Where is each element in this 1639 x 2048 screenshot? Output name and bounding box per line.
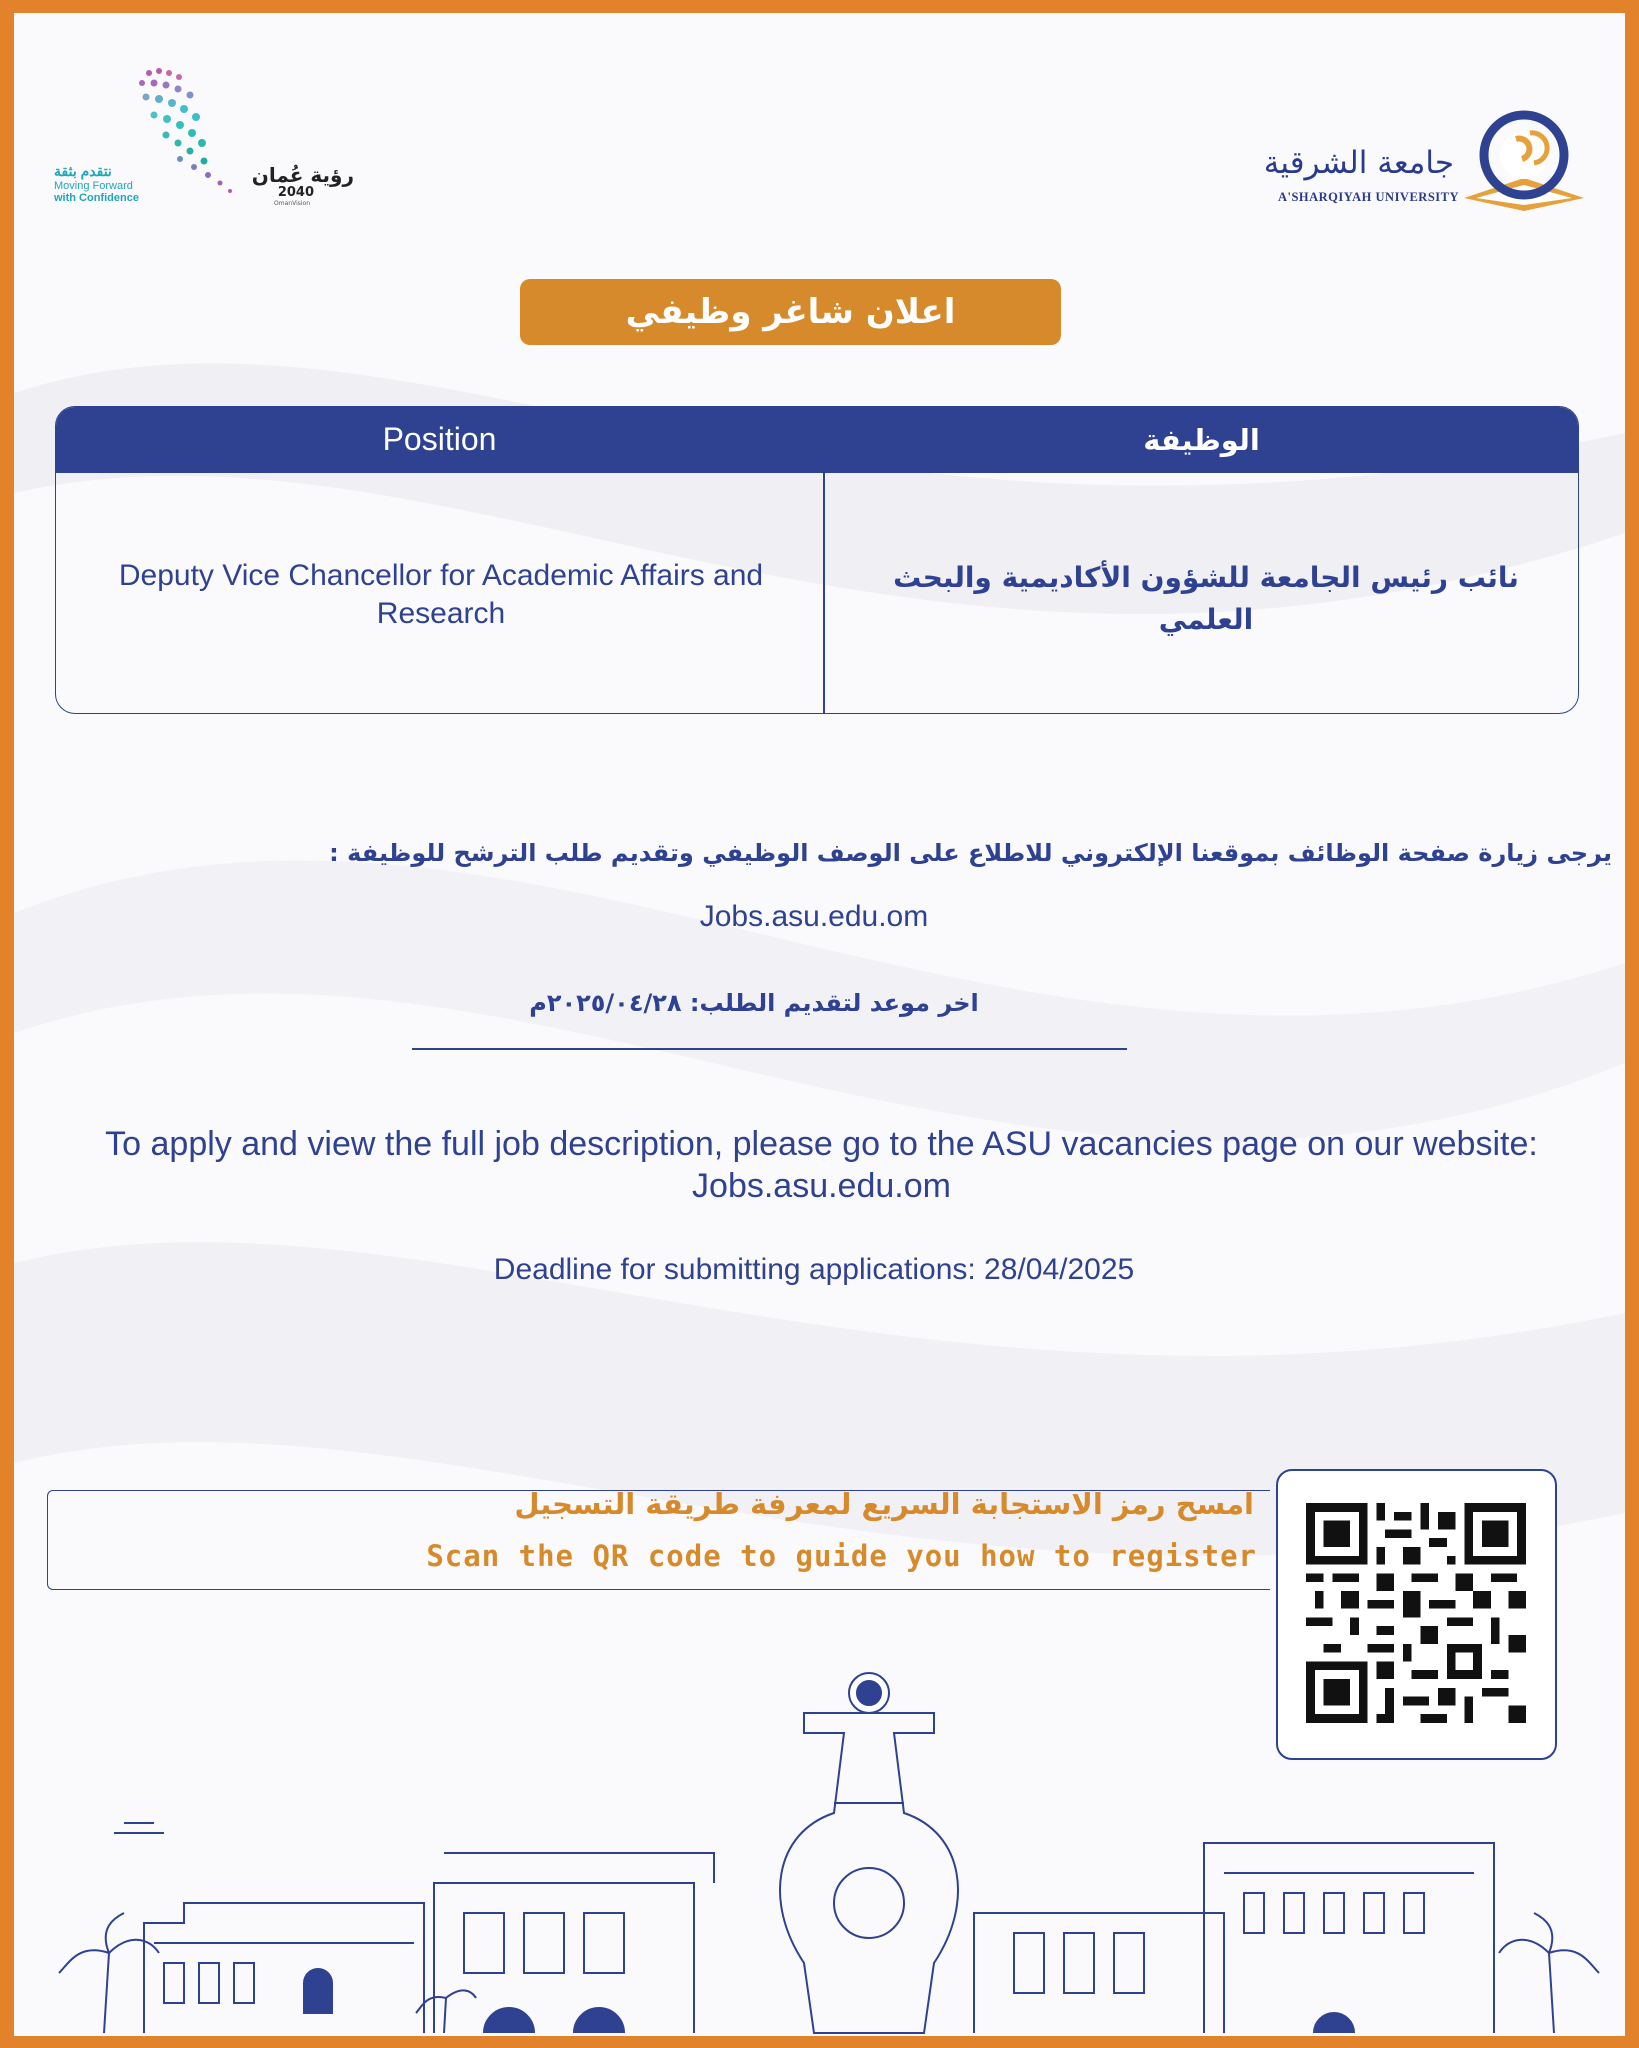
tagline-en-line2: with Confidence [54, 192, 139, 204]
tagline-en-line1: Moving Forward [54, 180, 133, 192]
position-title-ar: نائب رئيس الجامعة للشؤون الأكاديمية والبحث العلمي [893, 561, 1519, 636]
website-link[interactable]: Jobs.asu.edu.om [699, 900, 929, 933]
vision-tagline [54, 163, 174, 204]
vacancy-banner: اعلان شاغر وظيفي [520, 279, 1061, 345]
header-position-en: Position [382, 421, 497, 457]
column-divider [823, 473, 825, 714]
campus-skyline-illustration [14, 1653, 1625, 2036]
scan-text-en: Scan the QR code to guide you how to register [426, 1539, 1257, 1573]
position-title-en: Deputy Vice Chancellor for Academic Affairs and Research [118, 559, 764, 630]
deadline-ar: اخر موعد لتقديم الطلب: ٢٠٢٥/٠٤/٢٨م [529, 989, 979, 1017]
oman-vision-2040-logo [54, 53, 374, 243]
section-divider [412, 1048, 1127, 1050]
deadline-en: Deadline for submitting applications: 28/04/2025 [493, 1253, 1135, 1286]
vision-subtitle: OmanVision [274, 200, 310, 207]
job-table [55, 406, 1579, 714]
header-position-ar: الوظيفة [1143, 423, 1260, 457]
university-name-ar: جامعة الشرقية [1263, 145, 1454, 181]
instructions-en: To apply and view the full job description, please go to the ASU vacancies page on our website: Jobs.asu.edu.om [105, 1125, 1538, 1205]
scan-text-ar: امسح رمز الاستجابة السريع لمعرفة طريقة التسجيل [514, 1487, 1254, 1521]
tagline-ar: نتقدم بثقة [54, 163, 112, 179]
vision-logo-text [204, 163, 354, 207]
job-vacancy-poster [14, 13, 1625, 2036]
vision-year: 2040 [277, 185, 314, 200]
table-header [56, 407, 1578, 473]
vision-title-ar: رؤية عُمان [251, 163, 354, 187]
university-name-en: A'SHARQIYAH UNIVERSITY [1277, 190, 1459, 204]
instructions-ar: يرجى زيارة صفحة الوظائف بموقعنا الإلكتروني للاطلاع على الوصف الوظيفي وتقديم طلب الترشح للوظيفة : [329, 839, 1612, 867]
